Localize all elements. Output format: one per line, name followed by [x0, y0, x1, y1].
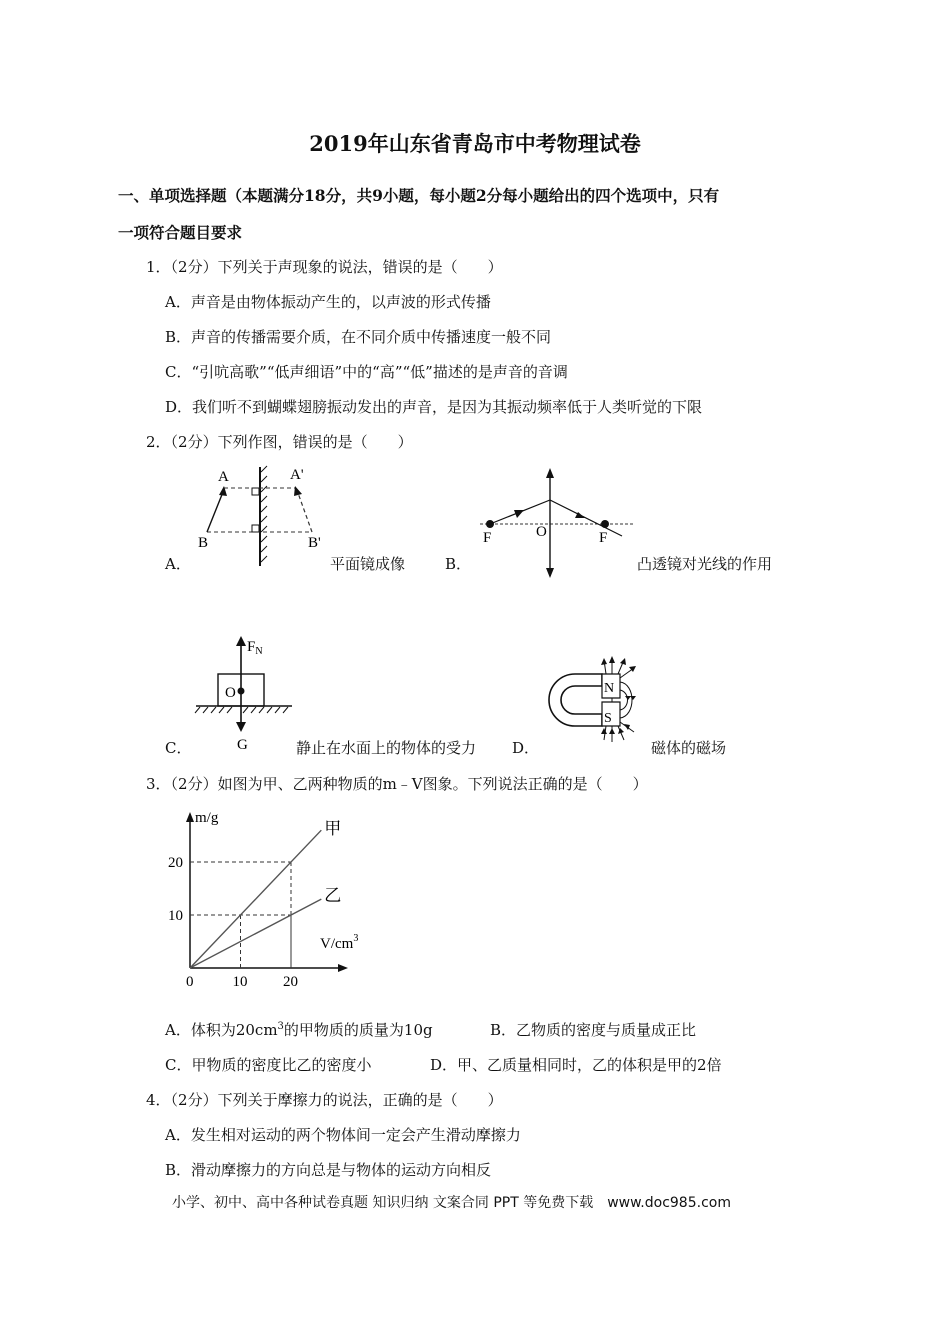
- section-heading-cont: 一项符合题目要求: [118, 223, 243, 242]
- q2-option-a-letter: A．: [165, 555, 191, 573]
- series-line-1: [190, 899, 321, 968]
- q2-option-b-letter: B．: [445, 555, 472, 573]
- q2-option-d-caption: 磁体的磁场: [651, 739, 727, 757]
- q3-option-d: D．甲、乙质量相同时，乙的体积是甲的2倍: [430, 1056, 722, 1074]
- q2-option-d-letter: D．: [512, 739, 540, 757]
- series-label-0: 甲: [324, 819, 342, 839]
- y-tick-label-1: 20: [168, 855, 183, 871]
- x-tick-label-0: 0: [186, 974, 194, 990]
- q3-option-b: B．乙物质的密度与质量成正比: [490, 1021, 697, 1039]
- series-line-0: [190, 830, 321, 968]
- q4-option-a: A．发生相对运动的两个物体间一定会产生滑动摩擦力: [165, 1126, 521, 1144]
- center-o-label: O: [225, 685, 236, 701]
- point-a-label: A: [218, 469, 229, 485]
- q4-stem: 4．（2分）下列关于摩擦力的说法，正确的是（ ）: [146, 1091, 503, 1109]
- x-axis-label: $V/cm^3$: [320, 933, 359, 952]
- q2-option-c-caption: 静止在水面上的物体的受力: [296, 739, 477, 757]
- q3-option-a: A．体积为$20cm^3$的甲物质的质量为10g: [165, 1021, 433, 1039]
- q2-option-b-caption: 凸透镜对光线的作用: [637, 555, 773, 573]
- figure-magnet-field: [540, 654, 650, 746]
- q1-option-b: B．声音的传播需要介质，在不同介质中传播速度一般不同: [165, 328, 552, 346]
- point-a-image-label: A': [290, 467, 304, 483]
- q4-option-b: B．滑动摩擦力的方向总是与物体的运动方向相反: [165, 1161, 492, 1179]
- page-title: 2019年山东省青岛市中考物理试卷: [309, 131, 641, 156]
- series-label-1: 乙: [324, 886, 342, 906]
- figure-forces: [192, 634, 297, 752]
- q2-option-a-caption: 平面镜成像: [330, 555, 406, 573]
- optical-center-label: O: [536, 524, 547, 540]
- focus-right-label: F: [599, 530, 608, 546]
- normal-force-label: $F_N$: [247, 639, 263, 657]
- section-heading: 一、单项选择题（本题满分18分，共9小题，每小题2分每小题给出的四个选项中，只有: [118, 186, 720, 205]
- x-tick-label-1: 10: [232, 974, 248, 990]
- q1-option-d: D．我们听不到蝴蝶翅膀振动发出的声音，是因为其振动频率低于人类听觉的下限: [165, 398, 703, 416]
- figure-convex-lens: [470, 466, 640, 578]
- gravity-label: G: [237, 737, 248, 752]
- q2-stem: 2．（2分）下列作图，错误的是（ ）: [146, 433, 413, 451]
- point-b-label: B: [198, 535, 209, 551]
- point-b-image-label: B': [308, 535, 321, 551]
- x-tick-label-2: 20: [283, 974, 298, 990]
- north-pole-label: N: [604, 681, 615, 696]
- y-tick-label-0: 10: [168, 908, 183, 924]
- y-axis-label: m/g: [195, 810, 219, 826]
- footer-banner: 小学、初中、高中各种试卷真题 知识归纳 文案合同 PPT 等免费下载 www.doc985.com: [172, 1195, 731, 1211]
- q1-stem: 1．（2分）下列关于声现象的说法，错误的是（ ）: [146, 258, 503, 276]
- q1-option-a: A．声音是由物体振动产生的，以声波的形式传播: [165, 293, 491, 311]
- q1-option-c: C．“引吭高歌”“低声细语”中的“高”“低”描述的是声音的音调: [165, 363, 568, 381]
- mv-graph: [160, 800, 380, 990]
- south-pole-label: S: [604, 711, 612, 726]
- q3-option-c: C．甲物质的密度比乙的密度小: [165, 1056, 372, 1074]
- q2-option-c-letter: C．: [165, 739, 192, 757]
- q3-stem: 3．（2分）如图为甲、乙两种物质的m﹣V图象。下列说法正确的是（ ）: [146, 775, 648, 793]
- focus-left-label: F: [483, 530, 492, 546]
- figure-plane-mirror: [190, 462, 330, 568]
